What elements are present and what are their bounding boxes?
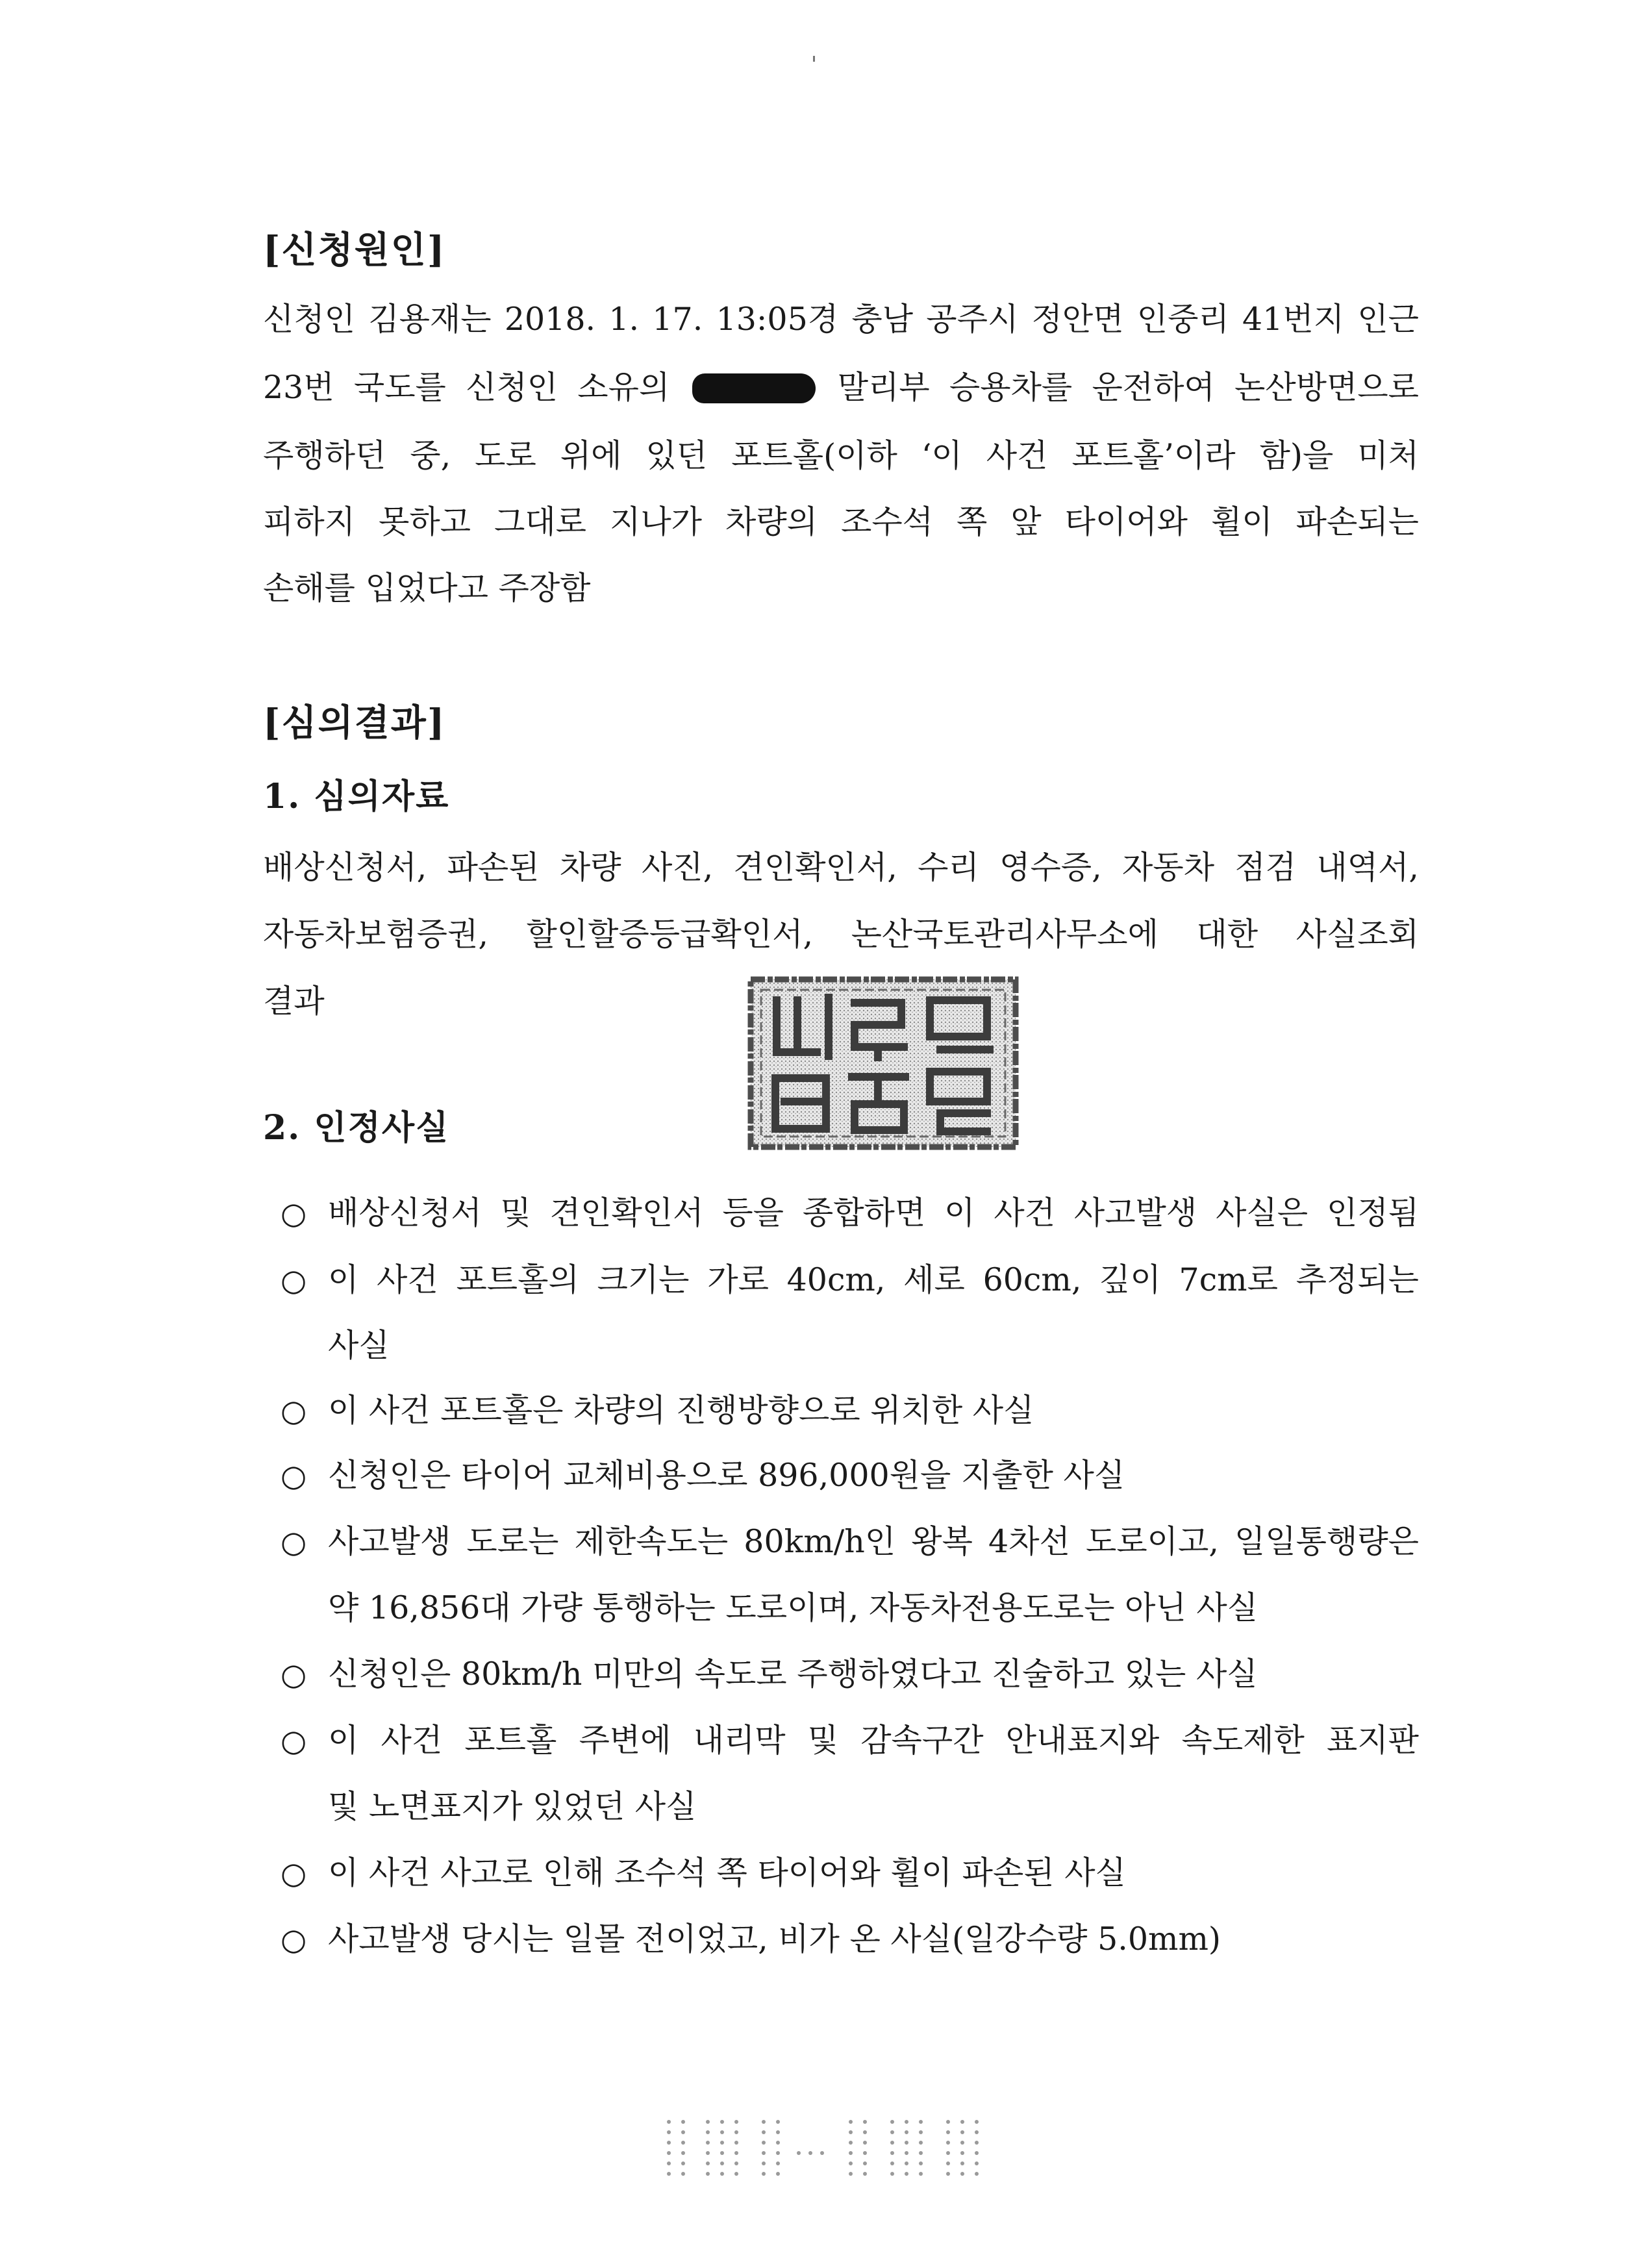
text-segment: 말리부 승용차를 운전하여 논산방면으로 xyxy=(837,369,1420,406)
list-item-text: 신청인은 80km/h 미만의 속도로 주행하였다고 진술하고 있는 사실 xyxy=(328,1656,1258,1693)
circle-bullet-icon: ○ xyxy=(281,1393,307,1428)
text-line: 손해를 입었다고 주장함 xyxy=(263,570,591,607)
text-line-with-redaction xyxy=(263,367,1419,409)
text-line: 신청인 김용재는 2018. 1. 17. 13:05경 충남 공주시 정안면 인중리 41번지 인근 xyxy=(263,301,1419,338)
circle-bullet-icon: ○ xyxy=(281,1922,307,1957)
section-heading-application-cause: [신청원인] xyxy=(263,229,446,271)
section-heading-review-result: [심의결과] xyxy=(263,701,446,744)
footer-dot-pattern xyxy=(662,2114,987,2179)
list-item-text: 사고발생 당시는 일몰 전이었고, 비가 온 사실(일강수량 5.0mm) xyxy=(328,1921,1221,1958)
circle-bullet-icon: ○ xyxy=(281,1524,307,1559)
official-seal-stamp xyxy=(745,974,1021,1153)
list-item-text: 신청인은 타이어 교체비용으로 896,000원을 지출한 사실 xyxy=(328,1457,1125,1494)
circle-bullet-icon: ○ xyxy=(281,1263,307,1298)
text-line: 결과 xyxy=(263,983,325,1020)
list-item-text: 이 사건 포트홀의 크기는 가로 40cm, 세로 60cm, 깊이 7cm로 추정되는 xyxy=(328,1261,1419,1298)
list-item-text: 이 사건 사고로 인해 조수석 쪽 타이어와 휠이 파손된 사실 xyxy=(328,1854,1126,1891)
list-item-text-continuation: 사실 xyxy=(328,1327,390,1364)
text-line: 배상신청서, 파손된 차량 사진, 견인확인서, 수리 영수증, 자동차 점검 내역서, xyxy=(263,849,1419,886)
text-line: 자동차보험증권, 할인할증등급확인서, 논산국토관리사무소에 대한 사실조회 xyxy=(263,916,1419,953)
circle-bullet-icon: ○ xyxy=(281,1196,307,1231)
list-item-text-continuation: 약 16,856대 가량 통행하는 도로이며, 자동차전용도로는 아닌 사실 xyxy=(328,1589,1258,1626)
subsection-heading-review-materials: 1. 심의자료 xyxy=(263,777,450,816)
circle-bullet-icon: ○ xyxy=(281,1856,307,1891)
subsection-heading-recognized-facts: 2. 인정사실 xyxy=(263,1108,450,1148)
redaction-mark xyxy=(692,373,816,403)
list-item-text: 배상신청서 및 견인확인서 등을 종합하면 이 사건 사고발생 사실은 인정됨 xyxy=(328,1194,1419,1231)
list-item-text-continuation: 및 노면표지가 있었던 사실 xyxy=(328,1788,697,1825)
text-line: 피하지 못하고 그대로 지나가 차량의 조수석 쪽 앞 타이어와 휠이 파손되는 xyxy=(263,503,1419,540)
list-item-text: 사고발생 도로는 제한속도는 80km/h인 왕복 4차선 도로이고, 일일통행량은 xyxy=(328,1523,1419,1560)
circle-bullet-icon: ○ xyxy=(281,1723,307,1758)
scan-speck xyxy=(813,56,815,62)
circle-bullet-icon: ○ xyxy=(281,1657,307,1692)
text-segment: 23번 국도를 신청인 소유의 xyxy=(263,369,670,406)
list-item-text: 이 사건 포트홀 주변에 내리막 및 감속구간 안내표지와 속도제한 표지판 xyxy=(328,1722,1419,1759)
text-line: 주행하던 중, 도로 위에 있던 포트홀(이하 ‘이 사건 포트홀’이라 함)을 미처 xyxy=(263,437,1419,474)
circle-bullet-icon: ○ xyxy=(281,1458,307,1493)
list-item-text: 이 사건 포트홀은 차량의 진행방향으로 위치한 사실 xyxy=(328,1392,1034,1429)
